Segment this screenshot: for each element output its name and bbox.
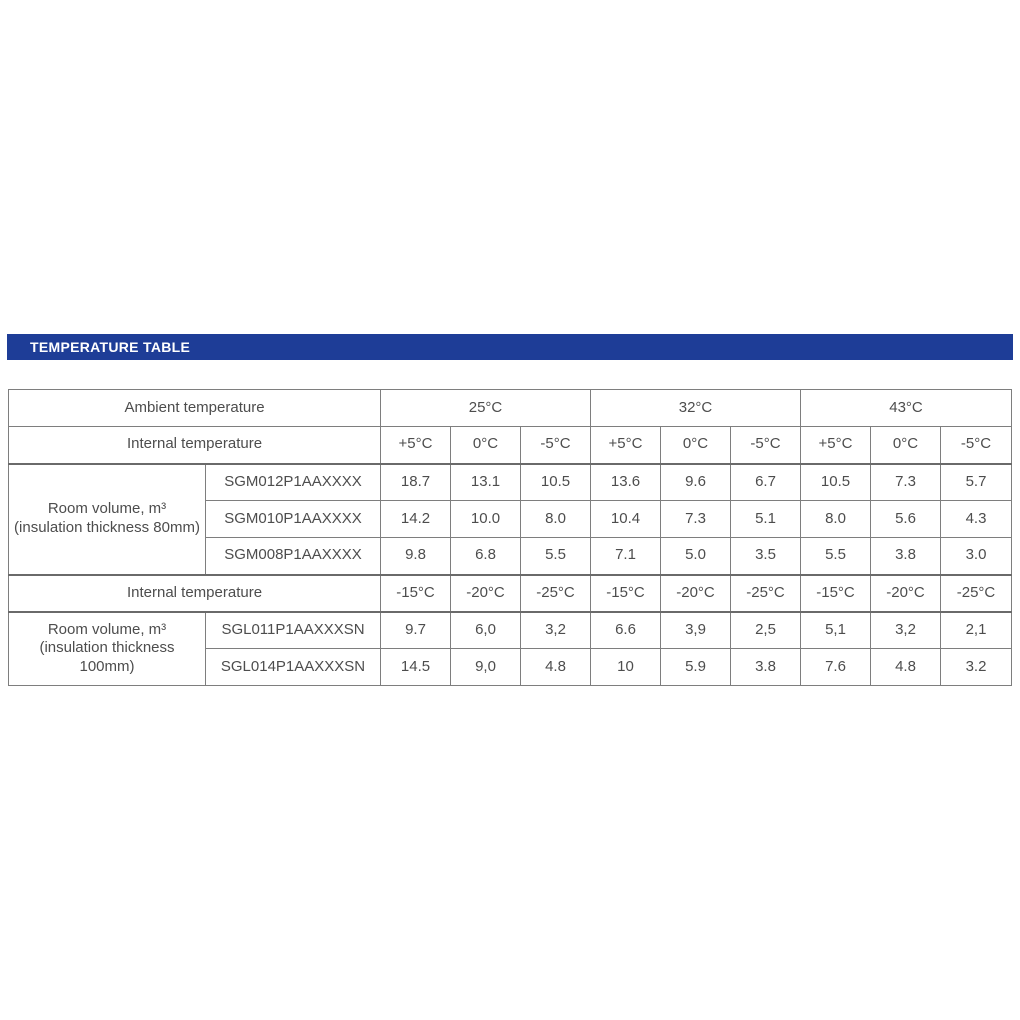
value-cell: 5.9 xyxy=(661,649,731,686)
ambient-group-43c: 43°C xyxy=(801,390,1012,427)
value-cell: 9.6 xyxy=(661,464,731,501)
model-code-cell: SGM008P1AAXXXX xyxy=(206,538,381,575)
model-code-cell: SGL011P1AAXXXSN xyxy=(206,612,381,649)
value-cell: 5,1 xyxy=(801,612,871,649)
value-cell: 3.2 xyxy=(941,649,1012,686)
value-cell: 14.2 xyxy=(381,501,451,538)
value-cell: 7.6 xyxy=(801,649,871,686)
value-cell: 3.0 xyxy=(941,538,1012,575)
value-cell: 6.7 xyxy=(731,464,801,501)
internal-temp-cell: 0°C xyxy=(451,427,521,464)
section-title: TEMPERATURE TABLE xyxy=(30,339,191,355)
value-cell: 6.8 xyxy=(451,538,521,575)
internal-temp-cell: 0°C xyxy=(661,427,731,464)
internal-temp-cell: +5°C xyxy=(801,427,871,464)
value-cell: 9.8 xyxy=(381,538,451,575)
value-cell: 10 xyxy=(591,649,661,686)
internal-temperature-low-row xyxy=(9,575,1012,612)
value-cell: 3.8 xyxy=(871,538,941,575)
value-cell: 5.0 xyxy=(661,538,731,575)
value-cell: 7.1 xyxy=(591,538,661,575)
room-volume-80mm-label: Room volume, m³ (insulation thickness 80mm) xyxy=(9,464,206,575)
internal-temp-cell: -5°C xyxy=(731,427,801,464)
internal-temperature-label: Internal temperature xyxy=(9,427,381,464)
value-cell: 3,9 xyxy=(661,612,731,649)
model-row-sgm012 xyxy=(9,464,1012,501)
value-cell: 4.8 xyxy=(521,649,591,686)
internal-temp-cell: -5°C xyxy=(521,427,591,464)
internal-temp-cell: +5°C xyxy=(591,427,661,464)
model-code-cell: SGM010P1AAXXXX xyxy=(206,501,381,538)
internal-temp-cell: -25°C xyxy=(731,575,801,612)
value-cell: 6,0 xyxy=(451,612,521,649)
model-code-cell: SGM012P1AAXXXX xyxy=(206,464,381,501)
value-cell: 5.5 xyxy=(521,538,591,575)
value-cell: 10.0 xyxy=(451,501,521,538)
value-cell: 9,0 xyxy=(451,649,521,686)
value-cell: 3.5 xyxy=(731,538,801,575)
internal-temperature-label: Internal temperature xyxy=(9,575,381,612)
section-header-bar xyxy=(7,334,1013,360)
internal-temperature-high-row xyxy=(9,427,1012,464)
value-cell: 5.1 xyxy=(731,501,801,538)
internal-temp-cell: -20°C xyxy=(661,575,731,612)
value-cell: 14.5 xyxy=(381,649,451,686)
model-row-sgl011 xyxy=(9,612,1012,649)
internal-temp-cell: -25°C xyxy=(941,575,1012,612)
value-cell: 10.5 xyxy=(521,464,591,501)
internal-temp-cell: +5°C xyxy=(381,427,451,464)
value-cell: 2,1 xyxy=(941,612,1012,649)
value-cell: 2,5 xyxy=(731,612,801,649)
value-cell: 6.6 xyxy=(591,612,661,649)
value-cell: 10.5 xyxy=(801,464,871,501)
value-cell: 10.4 xyxy=(591,501,661,538)
value-cell: 18.7 xyxy=(381,464,451,501)
value-cell: 8.0 xyxy=(521,501,591,538)
internal-temp-cell: -15°C xyxy=(801,575,871,612)
temperature-table xyxy=(8,389,1012,686)
value-cell: 3,2 xyxy=(871,612,941,649)
internal-temp-cell: -20°C xyxy=(871,575,941,612)
internal-temp-cell: -15°C xyxy=(591,575,661,612)
value-cell: 4.8 xyxy=(871,649,941,686)
value-cell: 9.7 xyxy=(381,612,451,649)
value-cell: 3.8 xyxy=(731,649,801,686)
model-code-cell: SGL014P1AAXXXSN xyxy=(206,649,381,686)
ambient-group-25c: 25°C xyxy=(381,390,591,427)
internal-temp-cell: -5°C xyxy=(941,427,1012,464)
value-cell: 4.3 xyxy=(941,501,1012,538)
value-cell: 7.3 xyxy=(871,464,941,501)
ambient-temperature-label: Ambient temperature xyxy=(9,390,381,427)
value-cell: 7.3 xyxy=(661,501,731,538)
ambient-temperature-row xyxy=(9,390,1012,427)
value-cell: 5.5 xyxy=(801,538,871,575)
internal-temp-cell: -20°C xyxy=(451,575,521,612)
value-cell: 5.6 xyxy=(871,501,941,538)
value-cell: 8.0 xyxy=(801,501,871,538)
value-cell: 5.7 xyxy=(941,464,1012,501)
ambient-group-32c: 32°C xyxy=(591,390,801,427)
room-volume-100mm-label: Room volume, m³ (insulation thickness 100mm) xyxy=(9,612,206,686)
value-cell: 13.6 xyxy=(591,464,661,501)
internal-temp-cell: 0°C xyxy=(871,427,941,464)
internal-temp-cell: -25°C xyxy=(521,575,591,612)
internal-temp-cell: -15°C xyxy=(381,575,451,612)
value-cell: 3,2 xyxy=(521,612,591,649)
value-cell: 13.1 xyxy=(451,464,521,501)
